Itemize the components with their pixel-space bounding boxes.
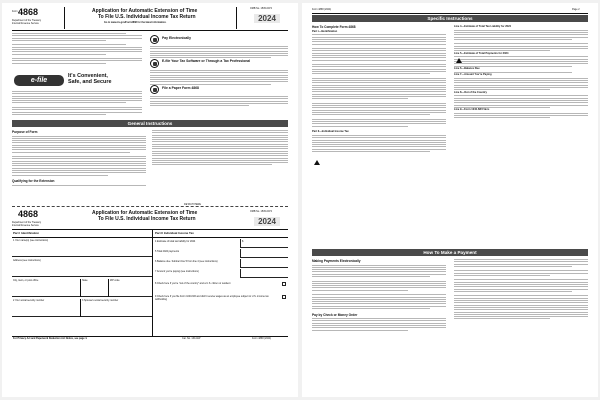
line9-checkbox[interactable] [282, 295, 286, 299]
form-title-line1: Application for Automatic Extension of Time [92, 8, 198, 14]
line8-label: 8 Check here if you're "out of the country" and a U.S. citizen or resident [155, 282, 231, 285]
pay-electronically-icon [150, 35, 159, 44]
privacy-notice: For Privacy Act and Paperwork Reduction Act Notice, see page 4. [13, 337, 88, 340]
ssn-divider [80, 299, 81, 317]
ssn-fields[interactable] [12, 303, 152, 317]
page2-form-label: Form 4868 (2024) [312, 8, 332, 11]
header-divider-right [236, 7, 237, 29]
voucher-department-line: Department of the Treasury [12, 221, 42, 224]
line9-label: 9 Check here if you file Form 1040-NR and didn't receive wages as an employee subject to U.S. income tax withholding [155, 295, 269, 301]
line7-label: 7 Amount you're paying (see instructions) [155, 270, 199, 273]
line5-heading: Line 5—Estimate of Total Payments for 2024 [454, 51, 509, 55]
efile-text [12, 91, 142, 116]
goto-line: Go to www.irs.gov/Form4868 for the latest information. [104, 21, 167, 24]
how-to-complete-column [312, 25, 446, 153]
line8-heading: Line 8—Out of the Country [454, 90, 487, 94]
line7-amount[interactable] [240, 269, 288, 278]
header-rule [12, 30, 288, 31]
purpose-heading: Purpose of Form [12, 130, 38, 134]
name-field[interactable] [12, 243, 152, 257]
city-field-label: City, town, or post office [13, 279, 39, 282]
line-instructions-column [454, 25, 588, 120]
making-payments-heading: Making Payments Electronically [312, 259, 361, 263]
tax-year: 2024 [254, 14, 280, 23]
line5-amount[interactable] [240, 249, 288, 258]
paper-form-heading: File a Paper Form 4868 [162, 86, 199, 90]
part1-identification-heading: Part I—Identification [312, 29, 338, 33]
efile-tagline-1: It's Convenient, [68, 73, 108, 79]
caution-icon [314, 160, 320, 165]
voucher-title-line1: Application for Automatic Extension of Time [92, 210, 198, 216]
voucher-rule [12, 229, 288, 230]
payment-right-column [454, 259, 588, 321]
footer-form-label: Form 4868 (2024) [252, 337, 272, 340]
voucher-irs-line: Internal Revenue Service [12, 224, 39, 227]
part1-heading: Part I Identification [13, 231, 40, 235]
spouse-ssn-field-label: 3 Spouse's social security number [82, 299, 119, 302]
pay-electronically-heading: Pay Electronically [162, 36, 192, 40]
voucher-form-number: 4868 [18, 209, 39, 219]
general-left-column [12, 130, 146, 187]
state-field-label: State [82, 279, 88, 282]
paper-form-icon [150, 85, 159, 94]
department-line: Department of the Treasury [12, 19, 42, 22]
line5-label: 5 Total 2024 payments [155, 250, 180, 253]
page2-header-rule [312, 13, 588, 14]
omb-number: OMB No. 1545-0074 [250, 7, 272, 10]
line4-heading: Line 4—Estimate of Total Tax Liability for 2024 [454, 25, 511, 28]
form-page-1 [2, 3, 298, 397]
zip-field-label: ZIP code [110, 279, 120, 282]
address-field-label: Address (see instructions) [13, 259, 41, 262]
city-state-zip-field[interactable] [12, 283, 152, 297]
form-label: Form [12, 10, 18, 13]
form-page-2 [302, 3, 598, 397]
line9-heading: Line 9—Form 1040-NR Filers [454, 108, 490, 112]
paper-form-text [150, 96, 288, 107]
general-right-column [152, 130, 288, 167]
name-field-label: 1 Your name(s) (see instructions) [13, 239, 49, 242]
line6-amount[interactable] [240, 259, 288, 268]
irs-line: Internal Revenue Service [12, 22, 39, 25]
part2-income-tax-heading: Part II—Individual Income Tax [312, 130, 349, 134]
line7-heading: Line 7—Amount You're Paying [454, 72, 492, 76]
form-title-line2: To File U.S. Individual Income Tax Return [98, 14, 196, 20]
efile-badge: e-file [14, 75, 64, 86]
payment-left-column [312, 259, 446, 332]
part-divider [152, 230, 153, 336]
specific-instructions-bar: Specific Instructions [312, 15, 588, 22]
pay-by-check-heading: Pay by Check or Money Order [312, 312, 358, 317]
line4-label: 4 Estimate of total tax liability for 2024 [155, 240, 196, 243]
line6-label: 6 Balance due. Subtract line 5 from line 4 (see instructions) [155, 260, 218, 263]
qualifying-heading: Qualifying for the Extension [12, 179, 55, 184]
form-number: 4868 [18, 7, 39, 17]
header-divider [64, 7, 65, 29]
efile-software-heading: E-file Your Tax Software or Through a Tax Professional [162, 59, 251, 63]
caution-icon-right [456, 58, 462, 63]
part-rule [12, 237, 288, 238]
efile-software-text [150, 70, 288, 86]
detach-here-label: DETACH HERE [184, 203, 201, 206]
how-to-complete-heading: How To Complete Form 4868 [312, 25, 356, 29]
city-divider [80, 279, 81, 297]
part2-heading: Part II Individual Income Tax [155, 231, 194, 235]
ssn-field-label: 2 Your social security number [13, 299, 45, 302]
how-to-pay-bar: How To Make a Payment [312, 249, 588, 256]
line4-amount[interactable] [240, 239, 288, 248]
page-number: Page 2 [572, 8, 580, 11]
voucher-title-line2: To File U.S. Individual Income Tax Return [98, 216, 196, 222]
efile-tagline-2: Safe, and Secure [68, 79, 112, 85]
state-divider [108, 279, 109, 297]
intro-column [12, 33, 142, 65]
voucher-year: 2024 [254, 217, 280, 226]
voucher-omb: OMB No. 1545-0074 [250, 210, 272, 213]
efile-software-icon [150, 59, 159, 68]
line8-checkbox[interactable] [282, 282, 286, 286]
line6-heading: Line 6—Balance Due [454, 66, 480, 70]
address-field[interactable] [12, 263, 152, 277]
catalog-number: Cat. No. 13141W [182, 337, 201, 340]
general-instructions-bar: General Instructions [12, 120, 288, 127]
pay-electronically-text [150, 46, 288, 60]
line4-dollar: $ [242, 240, 244, 243]
